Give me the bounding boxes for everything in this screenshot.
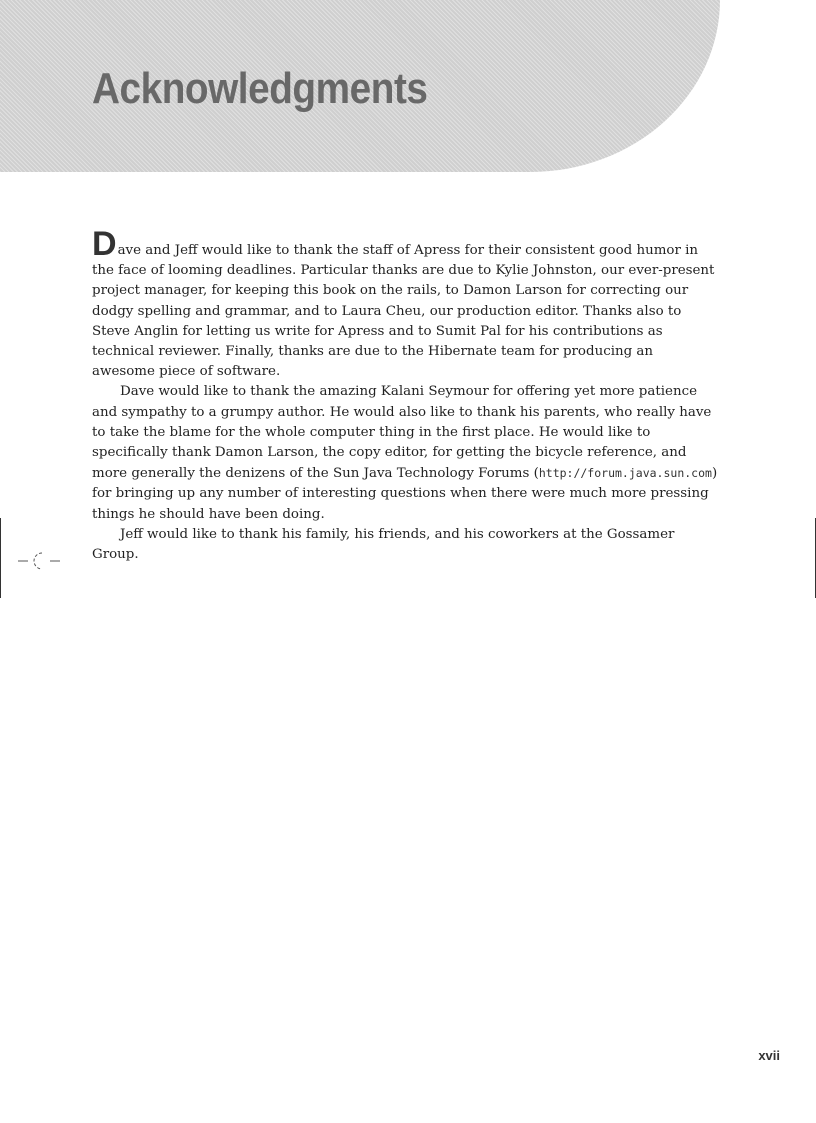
paragraph-3-text: Jeff would like to thank his family, his friends, and his coworkers at the Gossamer Group.: [92, 526, 675, 563]
drop-cap: D: [92, 225, 117, 263]
forum-url: http://forum.java.sun.com: [538, 466, 712, 481]
paragraph-2-text-before: Dave would like to thank the amazing Kalani Seymour for offering yet more patience and sympathy to a grumpy author. He would also like to thank his parents, who really have to take the blame for the whole computer thing in the first place. He would like to specifically thank Damon Larson, the copy editor, for getting the bicycle reference, and more generally the denizens of the Sun Java Technology Forums (: [92, 384, 712, 482]
left-margin-line: [0, 518, 1, 598]
paragraph-1: [92, 225, 718, 382]
registration-mark-icon: [18, 550, 62, 572]
paragraph-1-text: ave and Jeff would like to thank the staff of Apress for their consistent good humor in the face of looming deadlines. Particular thanks are due to Kylie Johnston, our ever-present project manager, for keeping this book on the rails, to Damon Larson for correcting our dodgy spelling and grammar, and to Laura Cheu, our production editor. Thanks also to Steve Anglin for letting us write for Apress and to Sumit Pal for his contributions as technical reviewer. Finally, thanks are due to the Hibernate team for producing an awesome piece of software.: [92, 243, 715, 380]
chapter-header-band: [0, 0, 720, 172]
acknowledgments-body: [92, 225, 718, 565]
chapter-title: Acknowledgments: [92, 64, 428, 113]
paragraph-2: [92, 382, 718, 524]
page-number: xvii: [758, 1048, 780, 1063]
paragraph-3: [92, 525, 718, 565]
paragraph-2-text-after: ) for bringing up any number of interesting questions when there were much more pressing things he should have been doing.: [92, 466, 718, 522]
